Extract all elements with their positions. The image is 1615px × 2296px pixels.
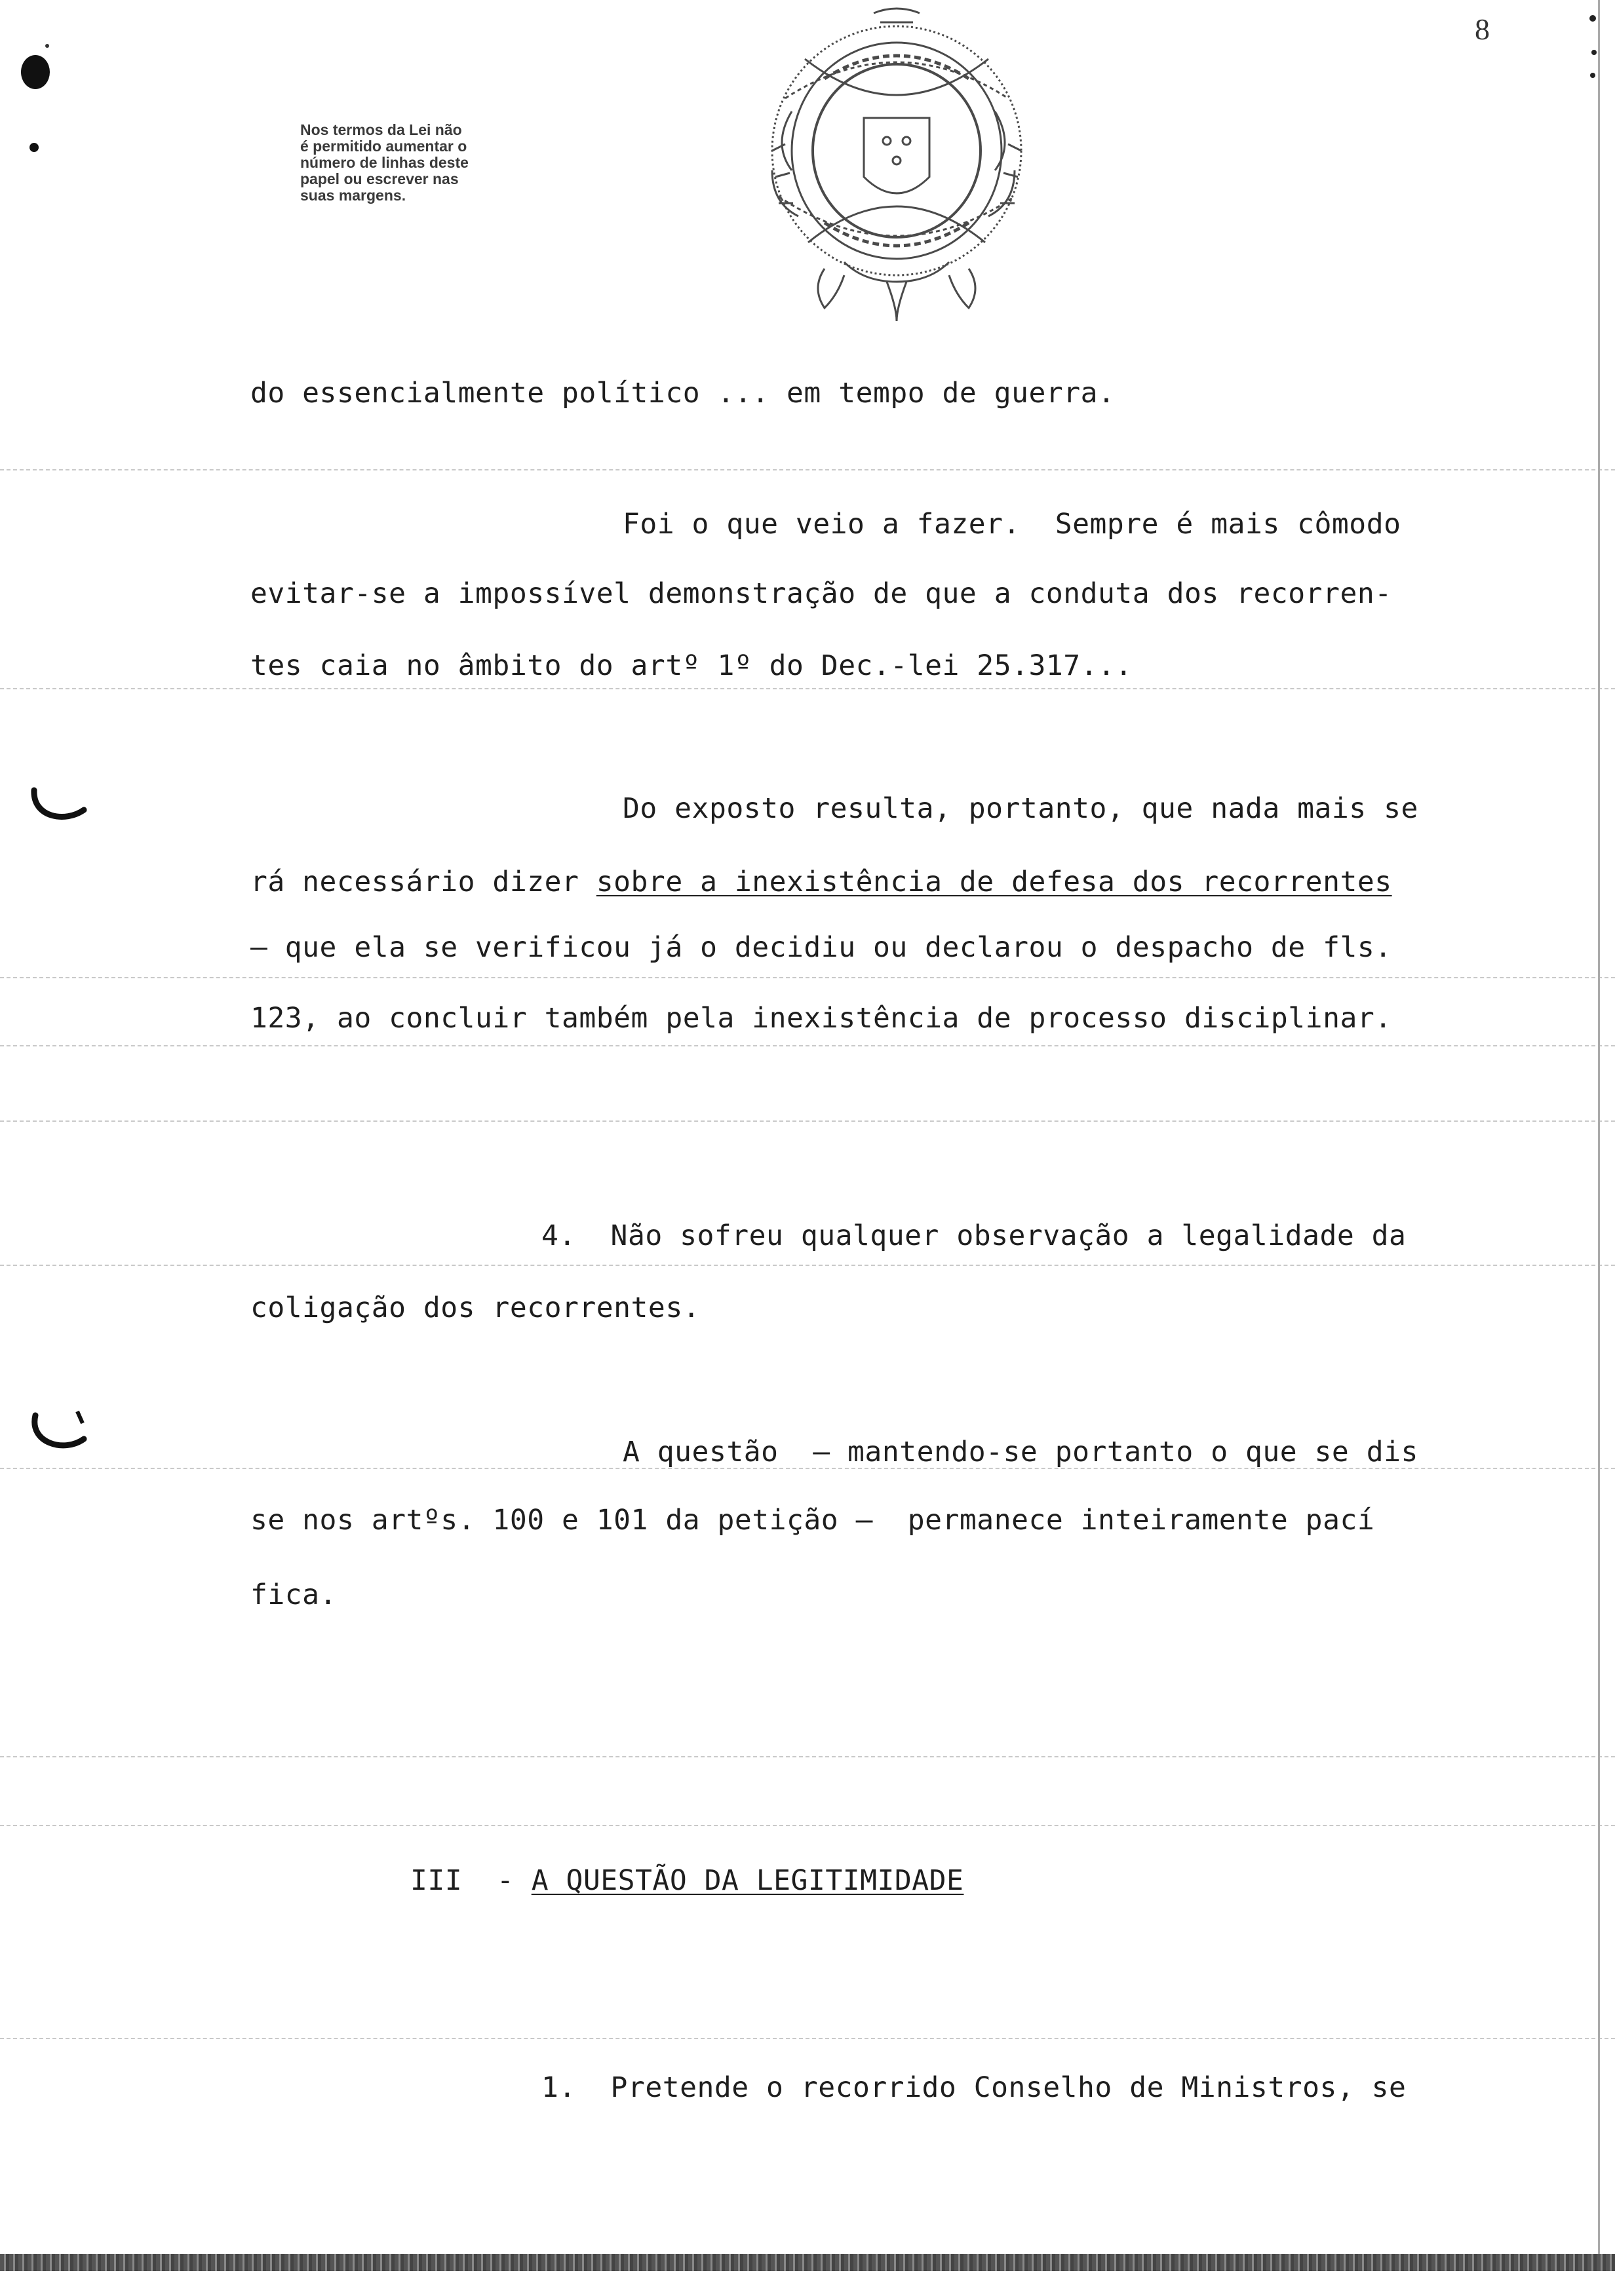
text-line: — que ela se verificou já o decidiu ou declarou o despacho de fls. [250,931,1392,964]
legal-notice-line: é permitido aumentar o [300,138,467,155]
legal-notice-line: número de linhas deste [300,154,469,171]
paragraph-first-line: Foi o que veio a fazer. Sempre é mais cômodo [623,508,1401,541]
binder-ring-mark [26,1409,92,1461]
underlined-text: sobre a inexistência de defesa dos recorrentes [596,866,1392,898]
text-line: 123, ao concluir também pela inexistência de processo disciplinar. [250,1002,1392,1035]
section-heading [410,1864,963,1898]
text-line: do essencialmente político ... em tempo de guerra. [250,377,1116,410]
paragraph-first-line: A questão — mantendo-se portanto o que se dis [623,1436,1418,1468]
paper-rule [0,977,1615,978]
coat-of-arms-seal [746,0,1047,328]
paper-rule [0,1825,1615,1826]
text-line: fica. [250,1578,337,1611]
page-edge [1598,0,1600,2254]
legal-notice [300,122,549,204]
section-title: A QUESTÃO DA LEGITIMIDADE [531,1864,964,1897]
paper-rule [0,2038,1615,2039]
paper-rule [0,1756,1615,1757]
numbered-paragraph-line: 4. Não sofreu qualquer observação a legalidade da [541,1219,1407,1252]
text-line: evitar-se a impossível demonstração de que a conduta dos recorren- [250,577,1392,610]
paper-rule [0,688,1615,689]
paper-rule [0,1045,1615,1046]
text-line: tes caia no âmbito do artº 1º do Dec.-lei 25.317... [250,649,1133,682]
paper-rule [0,1265,1615,1266]
legal-notice-line: Nos termos da Lei não [300,121,462,138]
paper-rule [0,469,1615,470]
text-line: se nos artºs. 100 e 101 da petição — permanece inteiramente pací [250,1504,1375,1537]
legal-notice-line: papel ou escrever nas [300,170,459,187]
page-number: 8 [1475,12,1490,46]
edge-specks [1580,7,1606,85]
legal-notice-line: suas margens. [300,187,406,204]
paper-rule [0,1120,1615,1122]
numbered-paragraph-line: 1. Pretende o recorrido Conselho de Ministros, se [541,2071,1407,2104]
section-number: III - [410,1864,532,1897]
text-segment: rá necessário dizer [250,866,596,898]
page-bottom-border [0,2254,1615,2271]
text-line [250,865,1392,899]
punch-hole-mark [9,39,62,170]
binder-ring-mark [26,780,92,832]
paragraph-first-line: Do exposto resulta, portanto, que nada mais se [623,792,1418,825]
text-line: coligação dos recorrentes. [250,1292,701,1324]
